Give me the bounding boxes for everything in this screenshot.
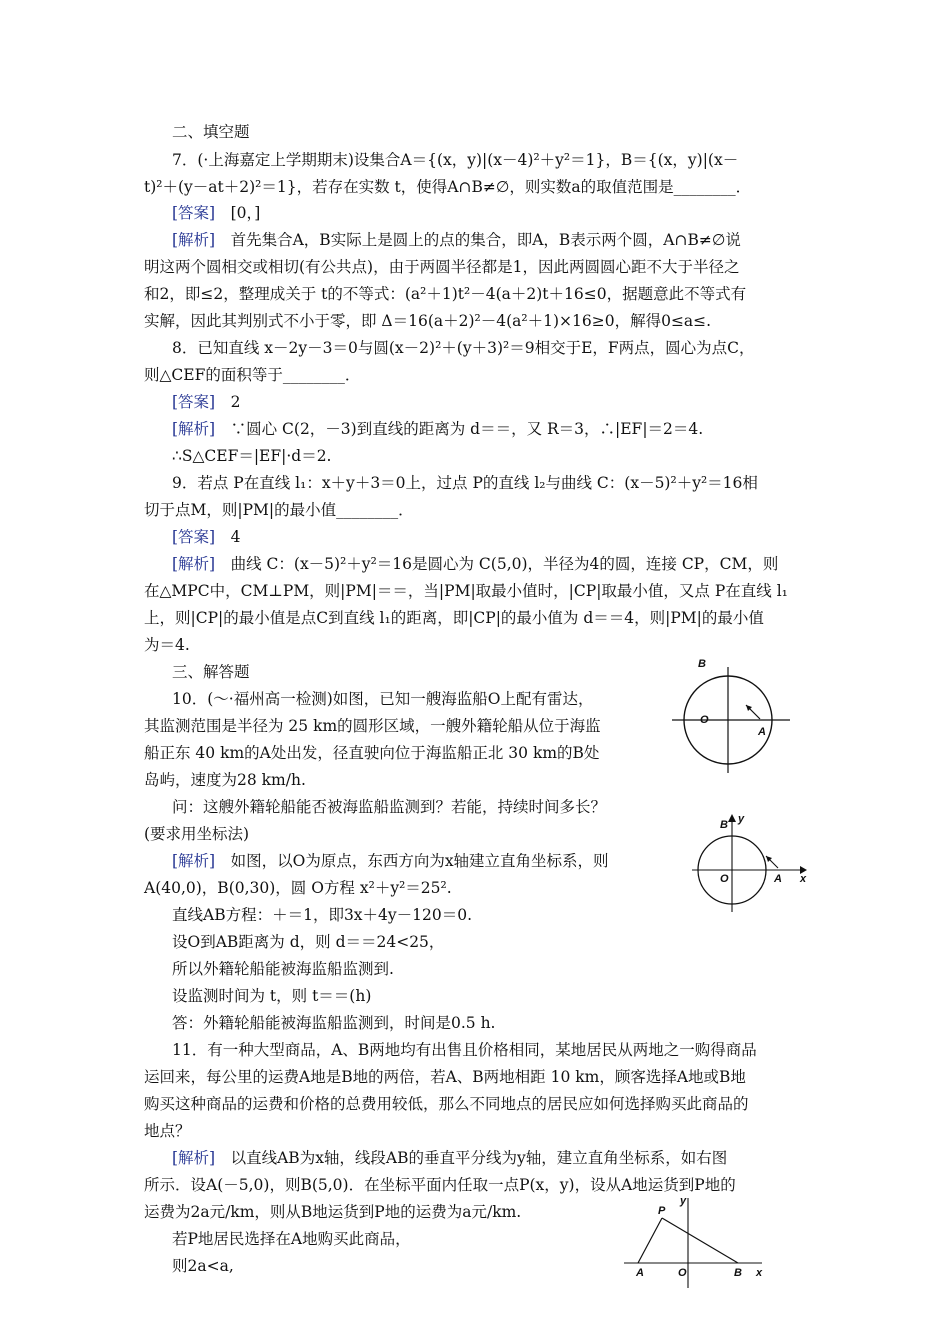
figure-radar-circle [668, 655, 798, 785]
text-line: 11．有一种大型商品，A、B两地均有出售且价格相同，某地居民从两地之一购得商品 [172, 1041, 757, 1059]
label-a: A [774, 873, 782, 885]
label-x: x [800, 873, 807, 885]
label-x: x [756, 1267, 763, 1279]
text-line: 答：外籍轮船能被海监船监测到，时间是0.5 h. [172, 1014, 496, 1032]
text-line: 船正东 40 km的A处出发，径直驶向位于海监船正北 30 km的B处 [144, 744, 600, 762]
answer-or-analysis-line: [解析] 如图，以O为原点，东西方向为x轴建立直角坐标系，则 [172, 852, 609, 870]
text-line: 8．已知直线 x－2y－3＝0与圆(x－2)²＋(y＋3)²＝9相交于E，F两点，圆心为点C， [172, 339, 755, 357]
section-tag: [答案] [172, 204, 216, 222]
text-line: 若P地居民选择在A地购买此商品， [172, 1230, 411, 1248]
label-p: P [658, 1205, 666, 1217]
text-line: 明这两个圆相交或相切(有公共点)，由于两圆半径都是1，因此两圆圆心距不大于半径之 [144, 258, 740, 276]
text-line: 上，则|CP|的最小值是点C到直线 l₁的距离，即|CP|的最小值为 d＝＝4，则|PM|的最小值 [144, 609, 764, 627]
text-line: 7．(·上海嘉定上学期期末)设集合A＝{(x，y)|(x－4)²＋y²＝1}，B＝{(x，y)|(x－ [172, 151, 739, 169]
text-line: 购买这种商品的运费和价格的总费用较低，那么不同地点的居民应如何选择购买此商品的 [144, 1095, 749, 1113]
label-o: O [678, 1267, 687, 1279]
section-tag: [解析] [172, 420, 216, 438]
text-line: (要求用坐标法) [144, 825, 250, 843]
text-line: 所以外籍轮船能被海监船监测到. [172, 960, 394, 978]
answer-or-analysis-line: [答案] 2 [172, 393, 241, 411]
section-tag: [解析] [172, 852, 216, 870]
text-line: 和2，即≤2，整理成关于 t的不等式：(a²＋1)t²－4(a＋2)t＋16≤0，据题意此不等式有 [144, 285, 747, 303]
text-line: 则△CEF的面积等于________． [144, 366, 361, 384]
text-line: A(40,0)，B(0,30)，圆 O方程 x²＋y²＝25². [144, 879, 452, 897]
answer-or-analysis-line: [解析] 首先集合A，B实际上是圆上的点的集合，即A，B表示两个圆，A∩B≠∅说 [172, 231, 741, 249]
label-b: B [720, 819, 728, 831]
text-line: 实解，因此其判别式不小于零，即 Δ＝16(a＋2)²－4(a²＋1)×16≥0，解得0≤a≤. [144, 312, 712, 330]
text-line: 则2a<a, [172, 1257, 234, 1275]
text-line: 三、解答题 [172, 663, 250, 681]
label-o: O [700, 714, 709, 726]
text-line: 问：这艘外籍轮船能否被海监船监测到？若能，持续时间多长？ [172, 798, 607, 816]
text-line: 直线AB方程：＋＝1，即3x＋4y－120＝0. [172, 906, 473, 924]
text-line: 设监测时间为 t，则 t＝＝(h) [172, 987, 372, 1005]
section-tag: [解析] [172, 231, 216, 249]
text-line: 二、填空题 [172, 123, 250, 141]
text-line: 在△MPC中，CM⊥PM，则|PM|＝＝，当|PM|取最小值时，|CP|取最小值，又点 P在直线 l₁ [144, 582, 788, 600]
text-line: 运回来，每公里的运费A地是B地的两倍，若A、B两地相距 10 km，顾客选择A地或B地 [144, 1068, 746, 1086]
text-line: 切于点M，则|PM|的最小值________． [144, 501, 414, 519]
text-line: ∴S△CEF＝|EF|·d＝2. [172, 447, 332, 465]
text-line: t)²＋(y－at＋2)²＝1}，若存在实数 t，使得A∩B≠∅，则实数a的取值范围是________． [144, 178, 752, 196]
section-tag: [答案] [172, 528, 216, 546]
label-y: y [738, 813, 745, 825]
section-tag: [答案] [172, 393, 216, 411]
label-y: y [680, 1195, 687, 1207]
answer-or-analysis-line: [答案] 4 [172, 528, 241, 546]
label-a: A [758, 726, 766, 738]
label-o: O [720, 873, 729, 885]
text-line: 所示．设A(－5,0)，则B(5,0)．在坐标平面内任取一点P(x，y)，设从A地运货到P地的 [144, 1176, 736, 1194]
figure-triangle-pab [622, 1190, 772, 1290]
answer-or-analysis-line: [解析] 曲线 C：(x－5)²＋y²＝16是圆心为 C(5,0)，半径为4的圆，连接 CP，CM，则 [172, 555, 779, 573]
text-line: 地点？ [144, 1122, 191, 1140]
label-b: B [698, 658, 706, 670]
label-b: B [734, 1267, 742, 1279]
text-line: 运费为2a元/km，则从B地运货到P地的运费为a元/km. [144, 1203, 522, 1221]
text-line: 10．(～·福州高一检测)如图，已知一艘海监船O上配有雷达， [172, 690, 594, 708]
label-a: A [636, 1267, 644, 1279]
section-tag: [解析] [172, 1149, 216, 1167]
figure-coordinate-circle [690, 810, 815, 915]
answer-or-analysis-line: [解析] ∵圆心 C(2，－3)到直线的距离为 d＝＝，又 R＝3，∴|EF|＝2＝4. [172, 420, 704, 438]
text-line: 其监测范围是半径为 25 km的圆形区域，一艘外籍轮船从位于海监 [144, 717, 601, 735]
section-tag: [解析] [172, 555, 216, 573]
text-line: 为＝4. [144, 636, 190, 654]
text-line: 设O到AB距离为 d，则 d＝＝24<25， [172, 933, 445, 951]
text-line: 9．若点 P在直线 l₁：x＋y＋3＝0上，过点 P的直线 l₂与曲线 C：(x－5)²＋y²＝16相 [172, 474, 758, 492]
text-line: 岛屿，速度为28 km/h. [144, 771, 306, 789]
answer-or-analysis-line: [解析] 以直线AB为x轴，线段AB的垂直平分线为y轴，建立直角坐标系，如右图 [172, 1149, 728, 1167]
answer-or-analysis-line: [答案] [0，] [172, 204, 261, 222]
